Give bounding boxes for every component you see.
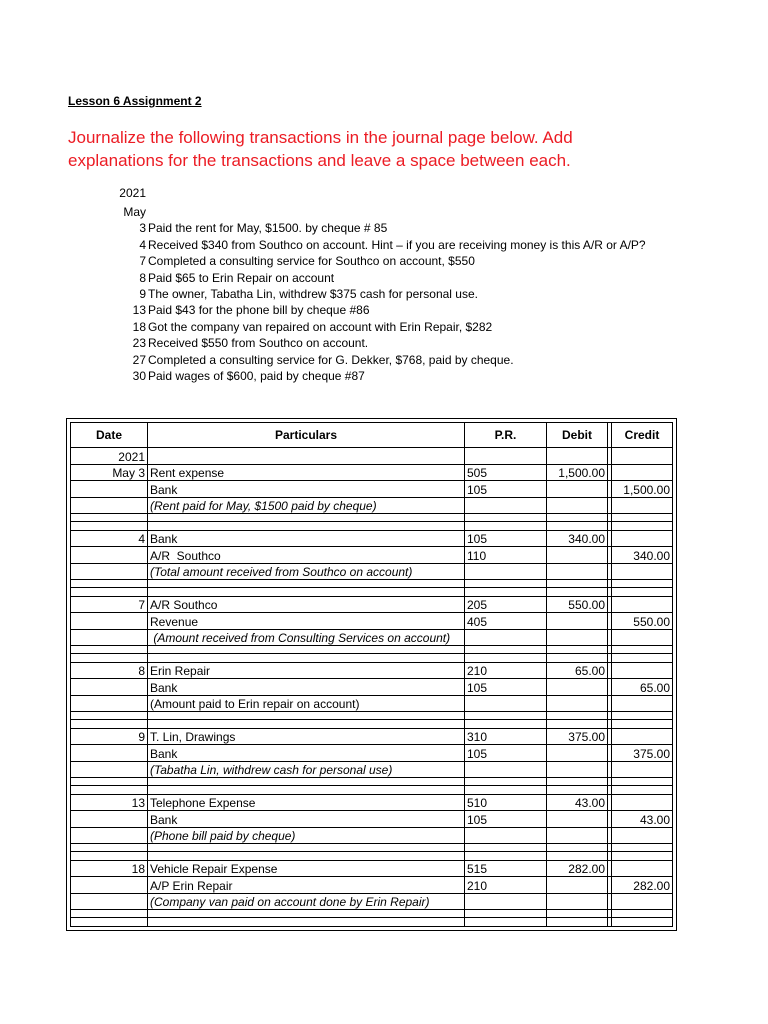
- journal-row: [71, 547, 673, 564]
- credit-amount: [612, 596, 673, 613]
- empty-cell: [71, 827, 148, 844]
- journal-row: [71, 877, 673, 894]
- posting-reference: 510: [465, 794, 547, 811]
- empty-cell: [612, 695, 673, 712]
- spacer-cell: [547, 522, 608, 530]
- journal-row: [71, 679, 673, 696]
- spacer-cell: [71, 522, 148, 530]
- entry-explanation: (Company van paid on account done by Erin Repair): [148, 893, 465, 910]
- journal-explanation-row: [71, 827, 673, 844]
- transaction-text: Paid wages of $600, paid by cheque #87: [148, 368, 365, 383]
- empty-cell: [547, 629, 608, 646]
- posting-reference: 310: [465, 728, 547, 745]
- empty-cell: [547, 695, 608, 712]
- journal-row: [71, 811, 673, 828]
- spacer-cell: [612, 588, 673, 596]
- spacer-cell: [465, 918, 547, 926]
- spacer-cell: [465, 580, 547, 588]
- spacer-cell: [547, 588, 608, 596]
- transaction-item: [100, 270, 646, 286]
- posting-reference: 105: [465, 745, 547, 762]
- posting-reference: 405: [465, 613, 547, 630]
- spacer-cell: [71, 778, 148, 786]
- debit-amount: [547, 811, 608, 828]
- spacer-cell: [612, 646, 673, 654]
- empty-cell: [71, 893, 148, 910]
- debit-amount: [547, 547, 608, 564]
- empty-cell: [547, 563, 608, 580]
- spacer-cell: [612, 910, 673, 918]
- credit-amount: [612, 662, 673, 679]
- spacer-cell: [71, 852, 148, 860]
- journal-row: [71, 662, 673, 679]
- spacer-cell: [71, 712, 148, 720]
- debit-amount: 65.00: [547, 662, 608, 679]
- account-name: Bank: [148, 530, 465, 547]
- account-name: A/P Erin Repair: [148, 877, 465, 894]
- empty-cell: [465, 893, 547, 910]
- spacer-cell: [71, 514, 148, 522]
- journal-row: [71, 745, 673, 762]
- transaction-item: [100, 335, 646, 351]
- account-name: Erin Repair: [148, 662, 465, 679]
- journal-row: [71, 860, 673, 877]
- spacer-row: [71, 580, 673, 588]
- spacer-cell: [465, 786, 547, 794]
- instructions-line-2: explanations for the transactions and leave a space between each.: [68, 151, 571, 170]
- credit-amount: [612, 530, 673, 547]
- spacer-cell: [547, 514, 608, 522]
- transaction-item: [100, 237, 646, 253]
- entry-date: 13: [71, 794, 148, 811]
- credit-amount: 340.00: [612, 547, 673, 564]
- debit-column-header: Debit: [547, 423, 608, 448]
- transaction-day: 4: [139, 237, 146, 252]
- entry-date: [71, 679, 148, 696]
- journal-row: [71, 794, 673, 811]
- posting-reference: 210: [465, 877, 547, 894]
- spacer-cell: [465, 910, 547, 918]
- spacer-cell: [612, 786, 673, 794]
- spacer-row: [71, 918, 673, 926]
- transaction-item: [100, 352, 646, 368]
- transactions-list: [100, 204, 646, 384]
- account-name: T. Lin, Drawings: [148, 728, 465, 745]
- spacer-cell: [148, 910, 465, 918]
- journal-explanation-row: [71, 761, 673, 778]
- spacer-cell: [148, 580, 465, 588]
- transaction-day: 30: [132, 368, 146, 383]
- spacer-cell: [465, 844, 547, 852]
- spacer-cell: [148, 522, 465, 530]
- empty-cell: [465, 761, 547, 778]
- empty-cell: [71, 629, 148, 646]
- transaction-item: [100, 319, 646, 335]
- account-name: Telephone Expense: [148, 794, 465, 811]
- credit-amount: [612, 728, 673, 745]
- spacer-cell: [612, 580, 673, 588]
- spacer-cell: [612, 522, 673, 530]
- spacer-cell: [71, 588, 148, 596]
- credit-amount: 65.00: [612, 679, 673, 696]
- posting-reference: 105: [465, 679, 547, 696]
- empty-cell: [612, 497, 673, 514]
- journal-row: [71, 613, 673, 630]
- empty-cell: [465, 695, 547, 712]
- spacer-row: [71, 844, 673, 852]
- empty-cell: [465, 563, 547, 580]
- posting-reference: 505: [465, 464, 547, 481]
- debit-amount: [547, 481, 608, 498]
- spacer-cell: [612, 654, 673, 662]
- empty-cell: [612, 761, 673, 778]
- journal-row: [71, 728, 673, 745]
- account-name: Bank: [148, 811, 465, 828]
- debit-amount: 375.00: [547, 728, 608, 745]
- journal-row: [71, 530, 673, 547]
- transaction-day: 23: [132, 336, 146, 351]
- spacer-cell: [148, 646, 465, 654]
- instructions: [68, 126, 573, 172]
- spacer-cell: [465, 778, 547, 786]
- spacer-cell: [547, 720, 608, 728]
- spacer-cell: [71, 654, 148, 662]
- spacer-cell: [547, 910, 608, 918]
- transaction-item: [100, 302, 646, 318]
- journal-frame: [66, 418, 677, 931]
- transactions-year: 2021: [119, 186, 146, 200]
- spacer-cell: [71, 646, 148, 654]
- spacer-row: [71, 786, 673, 794]
- posting-reference: 105: [465, 530, 547, 547]
- spacer-row: [71, 514, 673, 522]
- debit-amount: 340.00: [547, 530, 608, 547]
- spacer-row: [71, 778, 673, 786]
- empty-cell: [547, 893, 608, 910]
- spacer-cell: [465, 522, 547, 530]
- entry-date: 9: [71, 728, 148, 745]
- spacer-cell: [612, 852, 673, 860]
- credit-amount: 375.00: [612, 745, 673, 762]
- debit-amount: 550.00: [547, 596, 608, 613]
- transaction-item: [100, 220, 646, 236]
- debit-amount: [547, 745, 608, 762]
- instructions-line-1: Journalize the following transactions in the journal page below. Add: [68, 128, 573, 147]
- spacer-row: [71, 522, 673, 530]
- entry-date: May 3: [71, 464, 148, 481]
- spacer-cell: [148, 514, 465, 522]
- spacer-row: [71, 654, 673, 662]
- empty-cell: [465, 497, 547, 514]
- spacer-cell: [547, 712, 608, 720]
- spacer-cell: [547, 580, 608, 588]
- debit-amount: 282.00: [547, 860, 608, 877]
- transaction-day: 9: [139, 286, 146, 301]
- credit-amount: 282.00: [612, 877, 673, 894]
- transaction-day: 3: [139, 221, 146, 236]
- assignment-title: Lesson 6 Assignment 2: [68, 94, 202, 108]
- debit-amount: 1,500.00: [547, 464, 608, 481]
- spacer-cell: [612, 918, 673, 926]
- entry-date: [71, 547, 148, 564]
- credit-amount: 1,500.00: [612, 481, 673, 498]
- transaction-item: [100, 253, 646, 269]
- spacer-row: [71, 852, 673, 860]
- posting-reference: 105: [465, 811, 547, 828]
- transaction-text: Paid $65 to Erin Repair on account: [148, 270, 335, 285]
- journal-table: [70, 422, 673, 927]
- spacer-cell: [71, 910, 148, 918]
- empty-cell: [71, 761, 148, 778]
- spacer-cell: [547, 786, 608, 794]
- account-name: Bank: [148, 481, 465, 498]
- spacer-row: [71, 588, 673, 596]
- spacer-cell: [547, 844, 608, 852]
- empty-cell: [71, 497, 148, 514]
- empty-cell: [547, 761, 608, 778]
- entry-explanation: (Tabatha Lin, withdrew cash for personal use): [148, 761, 465, 778]
- transaction-text: Received $550 from Southco on account.: [148, 336, 369, 351]
- transaction-text: Received $340 from Southco on account. Hint – if you are receiving money is this A/R or A/P?: [148, 237, 646, 252]
- debit-amount: [547, 613, 608, 630]
- spacer-cell: [547, 778, 608, 786]
- particulars-column-header: Particulars: [148, 423, 465, 448]
- empty-cell: [465, 629, 547, 646]
- spacer-cell: [148, 844, 465, 852]
- journal-year: 2021: [71, 448, 148, 465]
- posting-reference: 210: [465, 662, 547, 679]
- empty-cell: [547, 497, 608, 514]
- spacer-cell: [71, 918, 148, 926]
- spacer-cell: [71, 844, 148, 852]
- spacer-cell: [547, 646, 608, 654]
- entry-explanation: (Total amount received from Southco on account): [148, 563, 465, 580]
- empty-cell: [612, 448, 673, 465]
- spacer-cell: [148, 852, 465, 860]
- empty-cell: [547, 827, 608, 844]
- journal-explanation-row: [71, 695, 673, 712]
- posting-reference: 105: [465, 481, 547, 498]
- transactions-month: May: [123, 205, 146, 219]
- transaction-text: Paid $43 for the phone bill by cheque #86: [148, 303, 370, 318]
- date-column-header: Date: [71, 423, 148, 448]
- spacer-cell: [547, 654, 608, 662]
- posting-reference: 110: [465, 547, 547, 564]
- spacer-cell: [465, 852, 547, 860]
- credit-amount: [612, 860, 673, 877]
- spacer-cell: [465, 712, 547, 720]
- credit-amount: 550.00: [612, 613, 673, 630]
- spacer-cell: [148, 588, 465, 596]
- spacer-cell: [465, 646, 547, 654]
- account-name: Rent expense: [148, 464, 465, 481]
- entry-date: [71, 745, 148, 762]
- empty-cell: [547, 448, 608, 465]
- entry-date: 7: [71, 596, 148, 613]
- spacer-cell: [465, 654, 547, 662]
- transaction-day: 18: [132, 319, 146, 334]
- journal-explanation-row: [71, 563, 673, 580]
- posting-reference: 205: [465, 596, 547, 613]
- entry-date: [71, 613, 148, 630]
- journal-explanation-row: [71, 629, 673, 646]
- empty-cell: [71, 695, 148, 712]
- spacer-cell: [465, 514, 547, 522]
- spacer-cell: [612, 844, 673, 852]
- empty-cell: [612, 893, 673, 910]
- entry-date: 8: [71, 662, 148, 679]
- spacer-cell: [148, 720, 465, 728]
- journal-explanation-row: [71, 893, 673, 910]
- empty-cell: [612, 827, 673, 844]
- entry-explanation: (Amount paid to Erin repair on account): [148, 695, 465, 712]
- credit-amount: [612, 794, 673, 811]
- empty-cell: [71, 563, 148, 580]
- empty-cell: [612, 563, 673, 580]
- account-name: A/R Southco: [148, 547, 465, 564]
- transaction-item: [100, 368, 646, 384]
- transaction-day: 7: [139, 254, 146, 269]
- entry-date: [71, 481, 148, 498]
- journal-year-row: [71, 448, 673, 465]
- transaction-item: [100, 286, 646, 302]
- transaction-day: 8: [139, 270, 146, 285]
- spacer-cell: [148, 786, 465, 794]
- posting-reference: 515: [465, 860, 547, 877]
- spacer-row: [71, 712, 673, 720]
- debit-amount: 43.00: [547, 794, 608, 811]
- spacer-cell: [547, 852, 608, 860]
- journal-row: [71, 481, 673, 498]
- credit-amount: [612, 464, 673, 481]
- spacer-cell: [148, 712, 465, 720]
- account-name: Vehicle Repair Expense: [148, 860, 465, 877]
- spacer-cell: [465, 720, 547, 728]
- entry-date: 18: [71, 860, 148, 877]
- entry-explanation: (Amount received from Consulting Services on account): [148, 629, 465, 646]
- entry-explanation: (Rent paid for May, $1500 paid by cheque): [148, 497, 465, 514]
- debit-amount: [547, 679, 608, 696]
- spacer-cell: [612, 778, 673, 786]
- spacer-cell: [612, 514, 673, 522]
- transaction-text: Completed a consulting service for Southco on account, $550: [148, 254, 475, 269]
- account-name: Revenue: [148, 613, 465, 630]
- account-name: Bank: [148, 679, 465, 696]
- empty-cell: [465, 827, 547, 844]
- transactions-month-row: [100, 204, 646, 220]
- account-name: A/R Southco: [148, 596, 465, 613]
- empty-cell: [465, 448, 547, 465]
- transaction-text: The owner, Tabatha Lin, withdrew $375 cash for personal use.: [148, 286, 478, 301]
- spacer-row: [71, 646, 673, 654]
- spacer-cell: [71, 786, 148, 794]
- spacer-cell: [148, 778, 465, 786]
- journal-row: [71, 596, 673, 613]
- spacer-cell: [612, 712, 673, 720]
- transaction-day: 27: [132, 352, 146, 367]
- spacer-cell: [148, 918, 465, 926]
- spacer-cell: [71, 580, 148, 588]
- spacer-cell: [612, 720, 673, 728]
- spacer-cell: [465, 588, 547, 596]
- transaction-text: Paid the rent for May, $1500. by cheque # 85: [148, 221, 388, 236]
- journal-explanation-row: [71, 497, 673, 514]
- entry-date: [71, 877, 148, 894]
- credit-column-header: Credit: [612, 423, 673, 448]
- spacer-row: [71, 910, 673, 918]
- empty-cell: [148, 448, 465, 465]
- credit-amount: 43.00: [612, 811, 673, 828]
- spacer-cell: [71, 720, 148, 728]
- transaction-day: 13: [132, 303, 146, 318]
- debit-amount: [547, 877, 608, 894]
- journal-header-row: [71, 423, 673, 448]
- entry-date: 4: [71, 530, 148, 547]
- account-name: Bank: [148, 745, 465, 762]
- spacer-cell: [148, 654, 465, 662]
- transaction-text: Completed a consulting service for G. Dekker, $768, paid by cheque.: [148, 352, 514, 367]
- spacer-cell: [547, 918, 608, 926]
- entry-explanation: (Phone bill paid by cheque): [148, 827, 465, 844]
- spacer-row: [71, 720, 673, 728]
- journal-row: [71, 464, 673, 481]
- pr-column-header: P.R.: [465, 423, 547, 448]
- empty-cell: [612, 629, 673, 646]
- entry-date: [71, 811, 148, 828]
- transaction-text: Got the company van repaired on account with Erin Repair, $282: [148, 319, 493, 334]
